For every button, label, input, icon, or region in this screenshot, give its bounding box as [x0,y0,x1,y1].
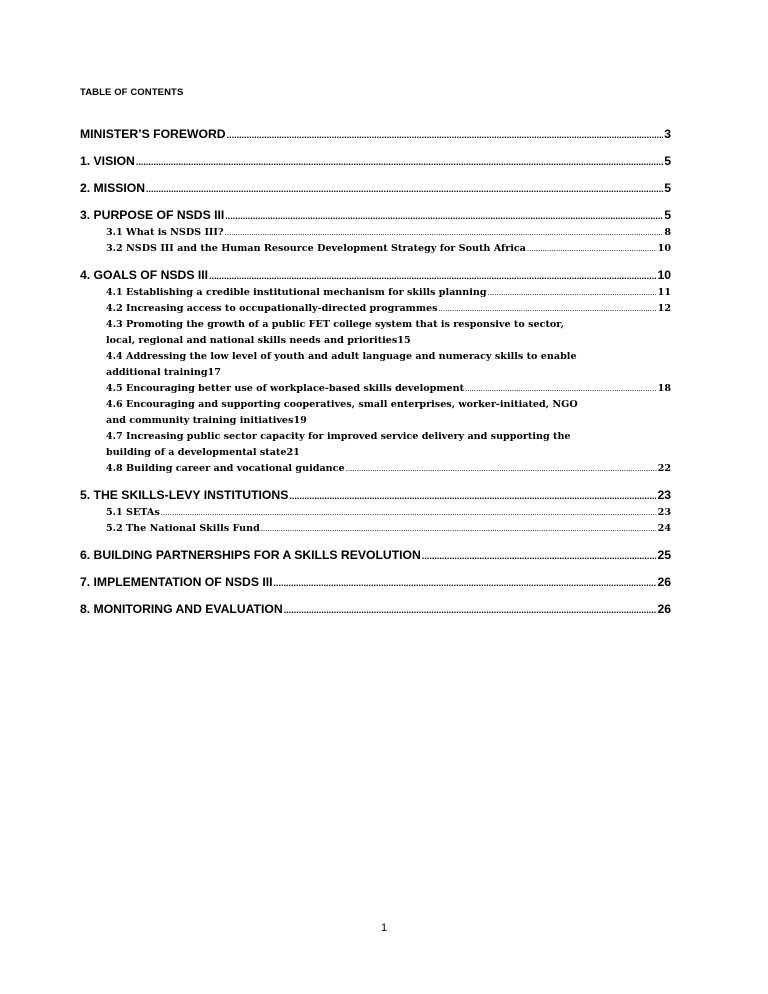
toc-entry-page: 8 [664,227,671,238]
toc-entry-page: 24 [657,523,671,534]
toc-entry[interactable] [80,207,671,223]
toc-entry-page: 26 [657,602,671,616]
toc-subsection-list [80,225,671,257]
toc-entry-page: 10 [657,243,671,254]
toc-leader-dots [346,461,657,477]
toc-entry-title: 2. MISSION [80,181,146,195]
toc-leader-dots [465,381,657,397]
toc-subentry[interactable] [106,461,671,477]
toc-entry-page: 18 [657,383,671,394]
toc-entry-title: 4. GOALS OF NSDS III [80,268,208,282]
toc-entry-title: 6. BUILDING PARTNERSHIPS FOR A SKILLS REVOLUTION [80,548,421,562]
toc-leader-dots [136,154,663,170]
toc-subentry-title-line1: 4.3 Promoting the growth of a public FET college system that is responsive to sector, [106,319,564,330]
toc-entry[interactable] [80,153,671,169]
toc-leader-dots [227,127,664,143]
toc-entry-page: 5 [664,154,671,168]
toc-subentry-title-line2: and community training initiatives [106,415,294,426]
toc-subentry[interactable] [106,285,671,301]
toc-leader-dots [422,548,657,564]
toc-entry-title: 4.2 Increasing access to occupationally-directed programmes [106,303,438,314]
toc-subsection-list [80,505,671,537]
toc-entry-page: 5 [664,208,671,222]
toc-entry[interactable] [80,601,671,617]
toc-entry-page: 12 [657,303,671,314]
toc-subentry-page: 15 [397,335,411,346]
toc-leader-dots [261,521,657,537]
toc-subentry[interactable] [106,301,671,317]
toc-subentry-title-line1: 4.6 Encouraging and supporting cooperatives, small enterprises, worker-initiated, NGO [106,399,578,410]
table-of-contents [80,126,671,628]
toc-leader-dots [527,241,657,257]
toc-entry-page: 5 [664,181,671,195]
toc-subentry-title-line1: 4.4 Addressing the low level of youth and adult language and numeracy skills to enable [106,351,577,362]
toc-subentry-page: 17 [207,367,221,378]
toc-leader-dots [225,208,663,224]
toc-subentry-page: 21 [286,447,300,458]
toc-subentry-title-line2: local, regional and national skills needs and priorities [106,335,398,346]
toc-entry-title: 7. IMPLEMENTATION OF NSDS III [80,575,273,589]
toc-subentry-title-line1: 4.7 Increasing public sector capacity for improved service delivery and supporting the [106,431,571,442]
toc-entry-page: 23 [657,507,671,518]
toc-entry-title: 4.1 Establishing a credible institutional mechanism for skills planning [106,287,487,298]
toc-entry-title: 3. PURPOSE OF NSDS III [80,208,225,222]
toc-entry-title: 5.2 The National Skills Fund [106,523,260,534]
toc-entry[interactable] [80,180,671,196]
toc-entry-page: 22 [657,463,671,474]
toc-leader-dots [284,602,657,618]
toc-subentry[interactable] [106,505,671,521]
toc-leader-dots [438,301,656,317]
toc-entry-page: 23 [657,488,671,502]
toc-leader-dots [225,225,664,241]
toc-subentry-title-line2: additional training [106,367,208,378]
toc-entry-page: 3 [664,127,671,141]
toc-entry-title: 4.8 Building career and vocational guidance [106,463,345,474]
toc-entry[interactable] [80,267,671,283]
toc-entry-page: 26 [657,575,671,589]
toc-subentry[interactable] [106,521,671,537]
toc-subentry-line2 [106,413,671,429]
toc-entry-title: 5. THE SKILLS-LEVY INSTITUTIONS [80,488,289,502]
toc-entry-title: 3.1 What is NSDS III? [106,227,224,238]
toc-subsection-list [80,285,671,477]
toc-subentry-page: 19 [293,415,307,426]
toc-subentry-title-line2: building of a developmental state [106,447,287,458]
toc-entry-title: 4.5 Encouraging better use of workplace-based skills development [106,383,464,394]
toc-entry-page: 11 [657,287,671,298]
toc-entry[interactable] [80,126,671,142]
toc-subentry[interactable] [106,429,671,461]
toc-subentry[interactable] [106,317,671,349]
toc-leader-dots [209,268,656,284]
toc-leader-dots [289,488,656,504]
toc-subentry[interactable] [106,349,671,381]
toc-heading: TABLE OF CONTENTS [80,87,184,98]
toc-entry-title: 5.1 SETAs [106,507,160,518]
toc-subentry[interactable] [106,381,671,397]
toc-subentry[interactable] [106,397,671,429]
toc-subentry-line2 [106,365,671,381]
toc-leader-dots [488,285,657,301]
toc-subentry-line2 [106,333,671,349]
toc-entry[interactable] [80,487,671,503]
toc-leader-dots [274,575,657,591]
page-number: 1 [380,922,388,934]
toc-subentry[interactable] [106,241,671,257]
toc-entry[interactable] [80,547,671,563]
toc-entry-page: 10 [657,268,671,282]
toc-leader-dots [161,505,657,521]
toc-entry-page: 25 [657,548,671,562]
toc-subentry[interactable] [106,225,671,241]
toc-entry-title: 8. MONITORING AND EVALUATION [80,602,283,616]
toc-leader-dots [146,181,663,197]
toc-entry-title: MINISTER’S FOREWORD [80,127,226,141]
toc-subentry-line2 [106,445,671,461]
toc-entry[interactable] [80,574,671,590]
toc-entry-title: 1. VISION [80,154,135,168]
toc-entry-title: 3.2 NSDS III and the Human Resource Development Strategy for South Africa [106,243,526,254]
